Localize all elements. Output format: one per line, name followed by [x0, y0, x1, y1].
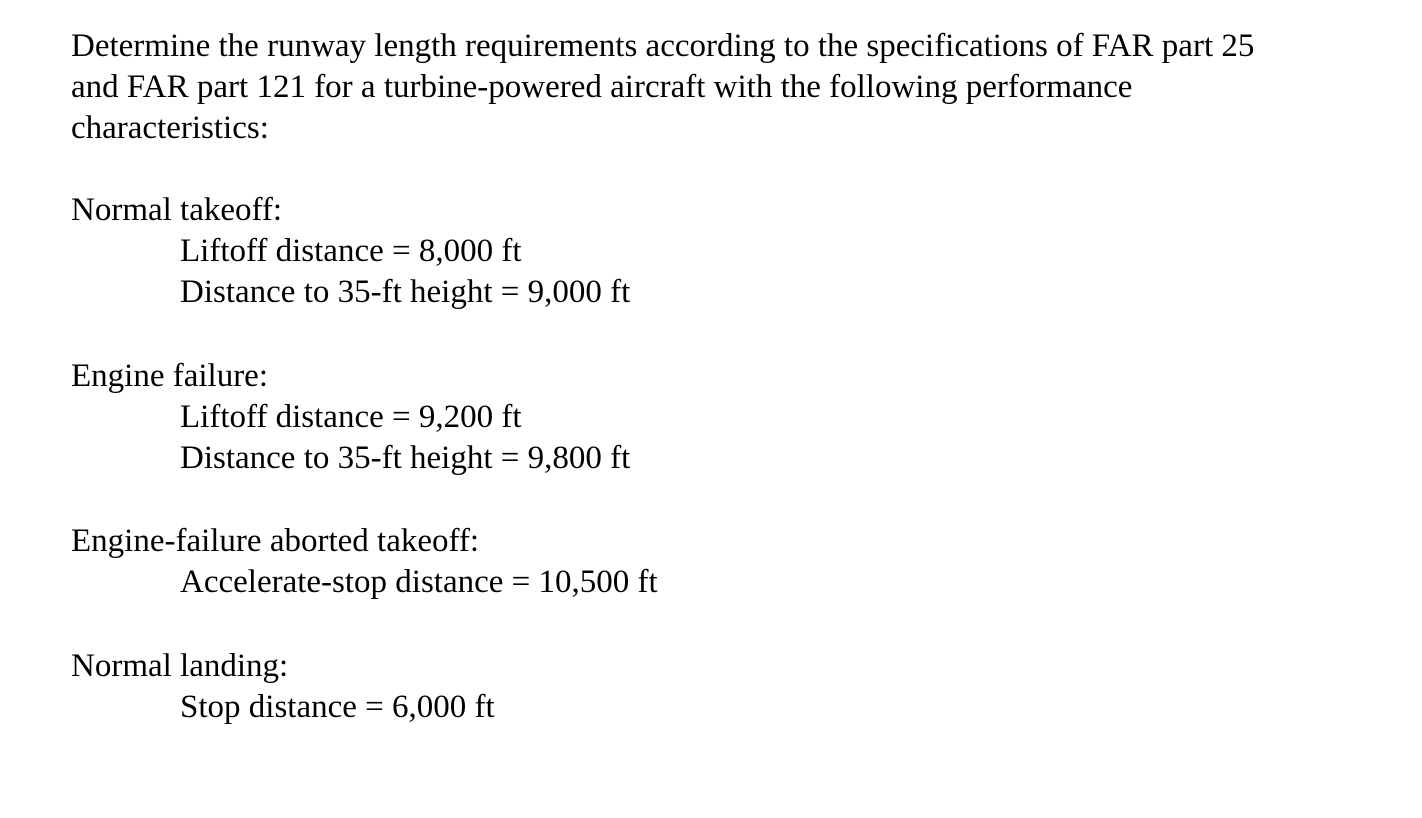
document-page: [71, 26, 1391, 725]
section-item: Accelerate-stop distance = 10,500 ft: [180, 564, 658, 600]
problem-statement-line: and FAR part 121 for a turbine-powered aircraft with the following performance: [71, 69, 1133, 105]
section-item: Liftoff distance = 9,200 ft: [180, 399, 522, 435]
section-item: Liftoff distance = 8,000 ft: [180, 233, 522, 269]
section-heading: Normal takeoff:: [71, 192, 283, 228]
section-item: Distance to 35-ft height = 9,000 ft: [180, 274, 631, 310]
section-heading: Normal landing:: [71, 648, 289, 684]
section-heading: Engine failure:: [71, 358, 269, 394]
section-engine-failure: [71, 356, 630, 479]
problem-statement-line: characteristics:: [71, 110, 269, 146]
section-item: Stop distance = 6,000 ft: [180, 689, 495, 725]
section-normal-landing: [71, 646, 495, 728]
section-item: Distance to 35-ft height = 9,800 ft: [180, 440, 631, 476]
section-aborted-takeoff: [71, 521, 658, 603]
section-heading: Engine-failure aborted takeoff:: [71, 523, 480, 559]
section-normal-takeoff: [71, 190, 630, 313]
problem-statement-line: Determine the runway length requirements according to the specifications of FAR part 25: [71, 28, 1255, 64]
problem-statement: [71, 26, 1391, 149]
